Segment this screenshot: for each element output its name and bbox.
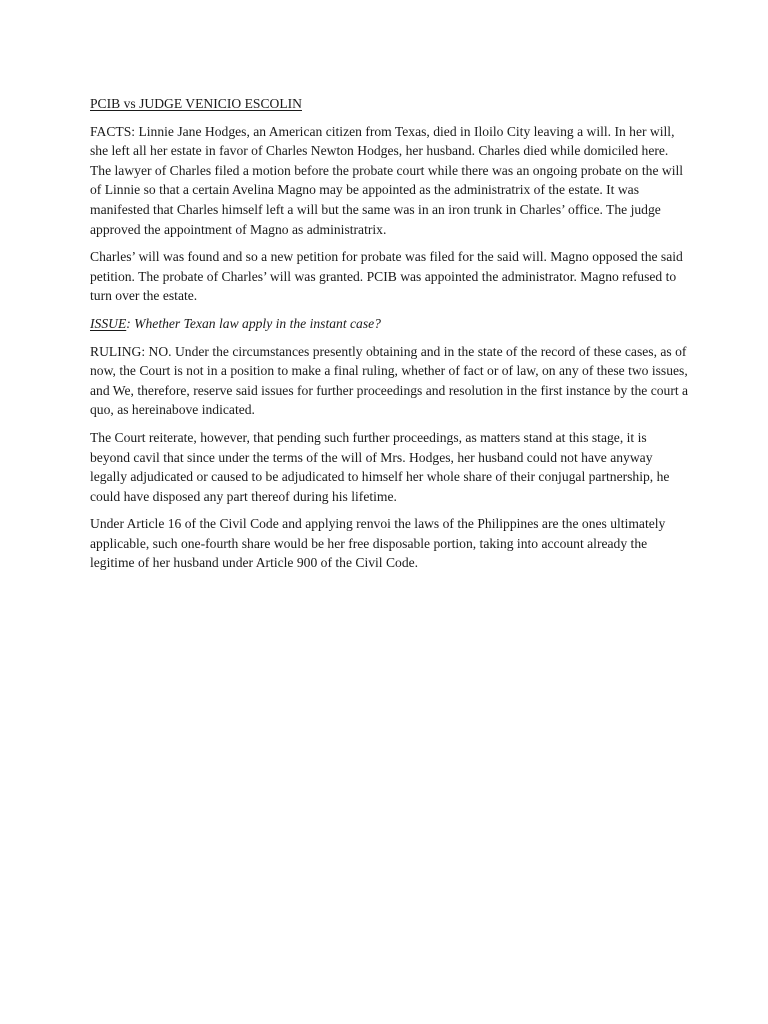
issue-label: ISSUE xyxy=(90,315,127,331)
issue-text: : Whether Texan law apply in the instant case? xyxy=(126,315,381,331)
document-title: PCIB vs JUDGE VENICIO ESCOLIN xyxy=(90,96,302,111)
article16-paragraph: Under Article 16 of the Civil Code and applying renvoi the laws of the Philippines are the ones ultimately applicable, such one-fourth share would be her free disposable portion, taking into account already the legitime of her husband under Article 900 of the Civil Code. xyxy=(90,516,666,571)
issue-paragraph xyxy=(90,314,690,334)
reiterate-paragraph: The Court reiterate, however, that pending such further proceedings, as matters stand at this stage, it is beyond cavil that since under the terms of the will of Mrs. Hodges, her husband could not have anyway legally adjudicated or caused to be adjudicated to himself her whole share of their conjugal partnership, he could have disposed any part thereof during his lifetime. xyxy=(90,429,670,504)
facts-paragraph: FACTS: Linnie Jane Hodges, an American citizen from Texas, died in Iloilo City leaving a will. In her will, she left all her estate in favor of Charles Newton Hodges, her husband. Charles died while domiciled here. The lawyer of Charles filed a motion before the probate court while there was an ongoing probate on the will of Linnie so that a certain Avelina Magno may be appointed as the administratrix of the estate. It was manifested that Charles himself left a will but the same was in an iron trunk in Charles’ office. The judge approved the appointment of Magno as administratrix. xyxy=(90,123,684,237)
document-page xyxy=(90,94,690,581)
ruling-paragraph: RULING: NO. Under the circumstances presently obtaining and in the state of the record of these cases, as of now, the Court is not in a position to make a final ruling, whether of fact or of law, on any of these two issues, and We, therefore, reserve said issues for further proceedings and resolution in the first instance by the court a quo, as hereinabove indicated. xyxy=(90,343,689,418)
charles-will-paragraph: Charles’ will was found and so a new petition for probate was filed for the said will. Magno opposed the said petition. The probate of Charles’ will was granted. PCIB was appointed the administrator. Magno refused to turn over the estate. xyxy=(90,249,683,304)
